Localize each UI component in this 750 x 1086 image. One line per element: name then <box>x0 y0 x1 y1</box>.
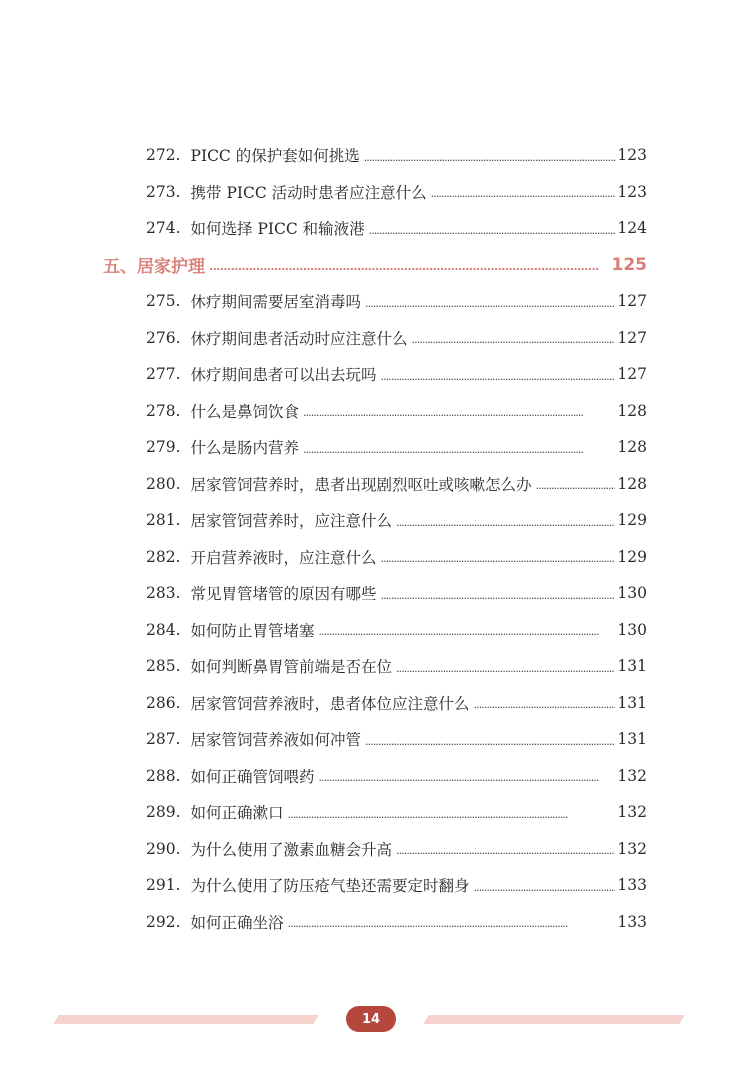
leader-dots <box>381 589 616 602</box>
entry-page: 133 <box>617 912 647 931</box>
entry-page: 132 <box>617 766 647 785</box>
entry-number: 276. <box>146 328 181 347</box>
leader-dots <box>365 735 615 748</box>
entry-title: 居家管饲营养时，患者出现剧烈呕吐或咳嗽怎么办 <box>190 475 532 494</box>
toc-entry[interactable] <box>0 794 750 831</box>
entry-title: 居家管饲营养时，应注意什么 <box>190 512 393 531</box>
entry-number: 277. <box>146 365 181 384</box>
toc-entry[interactable] <box>0 612 750 649</box>
toc-entry[interactable] <box>0 283 750 320</box>
entry-number: 273. <box>146 182 181 201</box>
entry-number: 281. <box>146 511 181 530</box>
entry-title: 如何选择 PICC 和输液港 <box>190 220 365 239</box>
leader-dots <box>303 443 615 456</box>
entry-title: 携带 PICC 活动时患者应注意什么 <box>190 183 427 202</box>
entry-page: 130 <box>617 584 647 603</box>
entry-page: 123 <box>617 182 647 201</box>
leader-dots <box>396 844 615 857</box>
leader-dots <box>319 625 616 638</box>
leader-dots <box>319 771 616 784</box>
entry-page: 131 <box>617 657 647 676</box>
entry-page: 131 <box>617 730 647 749</box>
leader-dots <box>396 662 615 675</box>
leader-dots <box>288 917 616 930</box>
entry-number: 282. <box>146 547 181 566</box>
entry-title: PICC 的保护套如何挑选 <box>190 147 360 166</box>
entry-page: 129 <box>617 547 647 566</box>
leader-dots <box>396 516 615 529</box>
entry-page: 129 <box>617 511 647 530</box>
entry-title: 为什么使用了激素血糖会升高 <box>190 840 393 859</box>
entry-number: 275. <box>146 292 181 311</box>
entry-title: 如何判断鼻胃管前端是否在位 <box>190 658 393 677</box>
entry-number: 286. <box>146 693 181 712</box>
entry-title: 开启营养液时，应注意什么 <box>190 548 377 567</box>
toc-entry[interactable] <box>0 575 750 612</box>
entry-title: 如何防止胃管堵塞 <box>190 621 315 640</box>
entry-page: 123 <box>617 146 647 165</box>
entry-page: 128 <box>617 438 647 457</box>
entry-number: 278. <box>146 401 181 420</box>
toc-entry[interactable] <box>0 867 750 904</box>
toc-entry[interactable] <box>0 393 750 430</box>
leader-dots <box>412 333 616 346</box>
toc-entry[interactable] <box>0 539 750 576</box>
entry-title: 为什么使用了防压疮气垫还需要定时翻身 <box>190 877 470 896</box>
entry-title: 休疗期间需要居室消毒吗 <box>190 293 362 312</box>
footer-decor-bar-left <box>53 1015 318 1024</box>
entry-number: 288. <box>146 766 181 785</box>
entry-title: 休疗期间患者可以出去玩吗 <box>190 366 377 385</box>
toc-section-heading[interactable] <box>0 247 750 284</box>
toc-entry[interactable] <box>0 685 750 722</box>
toc-entry[interactable] <box>0 466 750 503</box>
toc-entry[interactable] <box>0 831 750 868</box>
entry-number: 292. <box>146 912 181 931</box>
entry-number: 279. <box>146 438 181 457</box>
entry-page: 124 <box>617 219 647 238</box>
entry-number: 284. <box>146 620 181 639</box>
entry-page: 127 <box>617 365 647 384</box>
leader-dots <box>381 552 616 565</box>
entry-page: 132 <box>617 839 647 858</box>
entry-page: 130 <box>617 620 647 639</box>
footer-decor-bar-right <box>423 1015 684 1024</box>
toc-entry[interactable] <box>0 210 750 247</box>
entry-title: 如何正确坐浴 <box>190 913 284 932</box>
entry-title: 什么是肠内营养 <box>190 439 300 458</box>
entry-number: 290. <box>146 839 181 858</box>
leader-dots <box>369 224 616 237</box>
toc-entry[interactable] <box>0 648 750 685</box>
entry-title: 如何正确漱口 <box>190 804 284 823</box>
entry-page: 128 <box>617 401 647 420</box>
entry-title: 什么是鼻饲饮食 <box>190 402 300 421</box>
toc-entry[interactable] <box>0 174 750 211</box>
entry-number: 291. <box>146 876 181 895</box>
entry-title: 常见胃管堵管的原因有哪些 <box>190 585 377 604</box>
leader-dots <box>381 370 616 383</box>
leader-dots <box>474 881 616 894</box>
entry-number: 287. <box>146 730 181 749</box>
leader-dots <box>364 151 616 164</box>
leader-dots <box>365 297 615 310</box>
page-footer <box>0 1004 750 1034</box>
entry-title: 如何正确管饲喂药 <box>190 767 315 786</box>
toc-entry[interactable] <box>0 721 750 758</box>
entry-title: 居家管饲营养液时，患者体位应注意什么 <box>190 694 470 713</box>
entry-page: 127 <box>617 328 647 347</box>
toc-entry[interactable] <box>0 137 750 174</box>
section-page: 125 <box>611 254 647 275</box>
entry-number: 274. <box>146 219 181 238</box>
entry-number: 272. <box>146 146 181 165</box>
leader-dots <box>431 187 616 200</box>
entry-page: 131 <box>617 693 647 712</box>
table-of-contents <box>0 137 750 940</box>
leader-dots <box>536 479 616 492</box>
toc-entry[interactable] <box>0 320 750 357</box>
leader-dots <box>209 260 610 273</box>
entry-page: 132 <box>617 803 647 822</box>
toc-entry[interactable] <box>0 904 750 941</box>
section-title: 五、居家护理 <box>103 257 205 278</box>
entry-title: 居家管饲营养液如何冲管 <box>190 731 362 750</box>
toc-entry[interactable] <box>0 429 750 466</box>
leader-dots <box>288 808 616 821</box>
entry-page: 133 <box>617 876 647 895</box>
entry-number: 285. <box>146 657 181 676</box>
leader-dots <box>303 406 615 419</box>
entry-page: 128 <box>617 474 647 493</box>
entry-page: 127 <box>617 292 647 311</box>
toc-entry[interactable] <box>0 502 750 539</box>
leader-dots <box>474 698 616 711</box>
entry-title: 休疗期间患者活动时应注意什么 <box>190 329 408 348</box>
toc-entry[interactable] <box>0 758 750 795</box>
entry-number: 289. <box>146 803 181 822</box>
toc-entry[interactable] <box>0 356 750 393</box>
entry-number: 280. <box>146 474 181 493</box>
entry-number: 283. <box>146 584 181 603</box>
page-number-badge: 14 <box>346 1006 396 1032</box>
